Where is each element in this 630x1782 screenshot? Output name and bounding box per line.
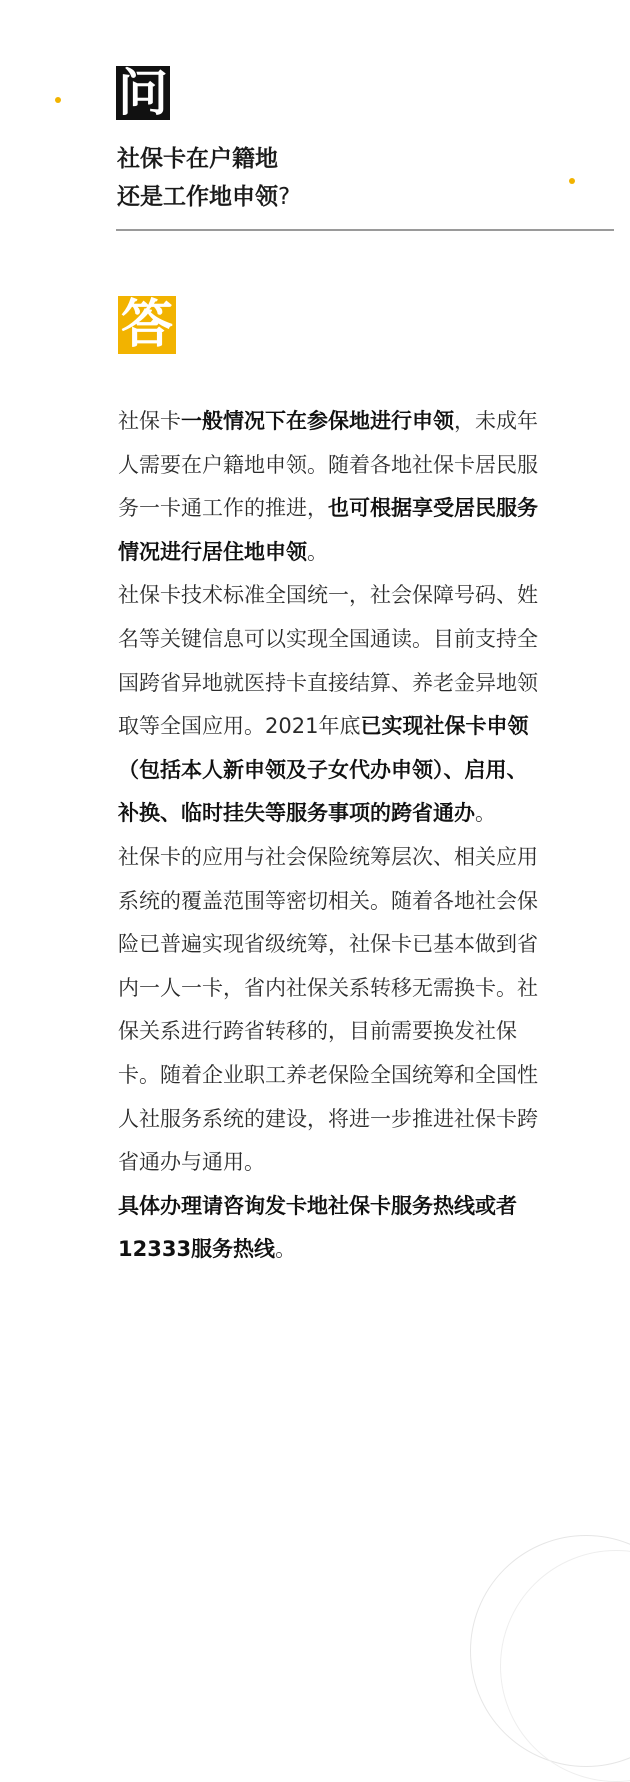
p2-text-1: 社保卡技术标准全国统一，社会保障号码、姓名等关键信息可以实现全国通读。目前支持全国跨省异地就医持卡直接结算、养老金异地领取等全国应用。2021年底 xyxy=(118,583,538,739)
p2-text-2: 。 xyxy=(475,801,496,826)
p3-text-1: 社保卡的应用与社会保险统筹层次、相关应用系统的覆盖范围等密切相关。随着各地社会保险已普遍实现省级统筹，社保卡已基本做到省内一人一卡，省内社保关系转移无需换卡。社保关系进行跨省转移的，目前需要换发社保卡。随着企业职工养老保险全国统筹和全国性人社服务系统的建设，将进一步推进社保卡跨省通办与通用。 xyxy=(118,844,538,1175)
question-title-line1: 社保卡在户籍地 xyxy=(117,146,278,172)
p1-text-3: 。 xyxy=(307,539,328,564)
answer-paragraph-4 xyxy=(118,1185,538,1272)
question-title xyxy=(117,140,597,216)
answer-paragraph-1 xyxy=(118,400,538,574)
question-title-line2-text: 还是工作地申领 xyxy=(117,184,278,210)
question-title-line2 xyxy=(117,178,597,216)
question-mark: ? xyxy=(278,184,291,210)
p1-text-1: 社保卡 xyxy=(118,409,181,433)
p1-text-2: ，未成年人需要在户籍地申领。随着各地社保卡居民服务一卡通工作的推进， xyxy=(118,409,538,521)
divider xyxy=(116,229,614,231)
answer-paragraph-3 xyxy=(118,836,538,1185)
decorative-dot-left xyxy=(55,97,61,103)
answer-badge: 答 xyxy=(118,296,176,354)
p1-bold-1: 一般情况下在参保地进行申领 xyxy=(181,409,454,433)
p1-bold-2: 也可根据享受居民服务情况进行居住地申领 xyxy=(118,496,538,564)
answer-paragraph-2 xyxy=(118,574,538,836)
p4-bold-1: 具体办理请咨询发卡地社保卡服务热线或者12333服务热线 xyxy=(118,1193,517,1262)
answer-body xyxy=(118,400,538,1272)
question-badge: 问 xyxy=(118,63,168,122)
p4-text-1: 。 xyxy=(275,1237,297,1262)
p2-bold-1: 已实现社保卡申领（包括本人新申领及子女代办申领）、启用、补换、临时挂失等服务事项的跨省通办 xyxy=(118,714,529,826)
